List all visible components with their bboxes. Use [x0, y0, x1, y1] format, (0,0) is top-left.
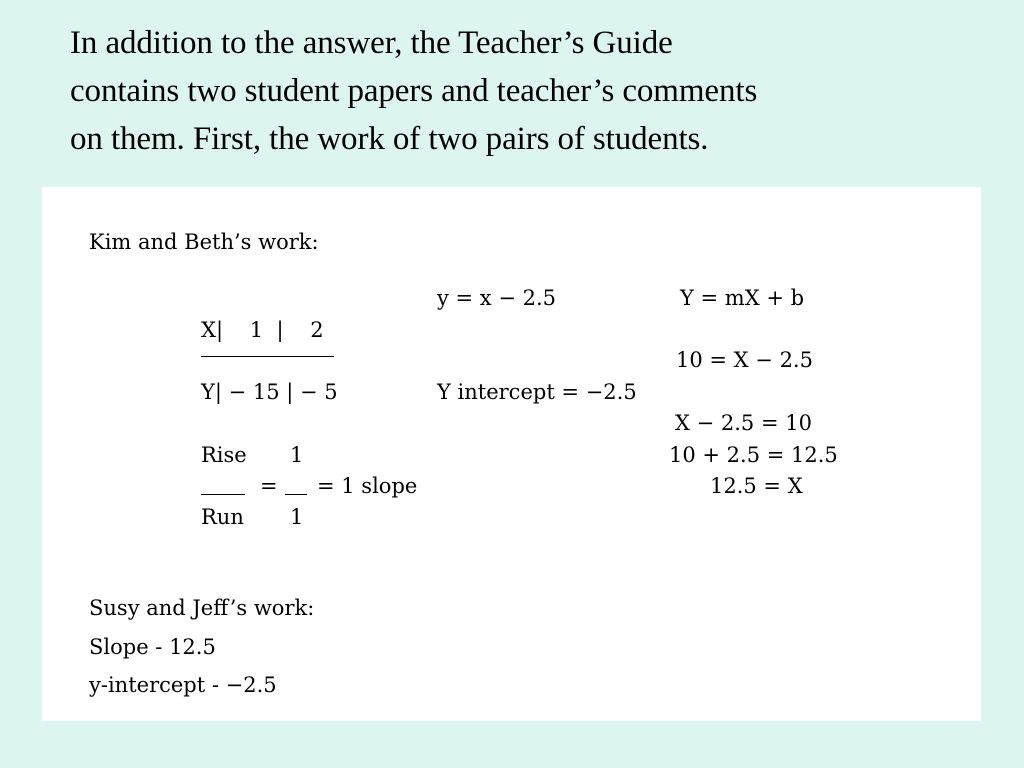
susy-jeff-heading: Susy and Jeff’s work: [89, 596, 315, 620]
susy-jeff-slope: Slope - 12.5 [89, 635, 216, 659]
rise-value: 1 [290, 443, 304, 467]
slope-intercept-form: Y = mX + b [680, 286, 805, 310]
y-intercept-statement: Y intercept = −2.5 [437, 380, 637, 404]
run-label: Run [201, 505, 244, 529]
intro-line-1: In addition to the answer, the Teacher’s Guide [70, 25, 673, 61]
susy-jeff-intercept: y-intercept - −2.5 [89, 673, 277, 697]
rise-run-fraction-bar [201, 494, 245, 495]
value-fraction-bar [285, 494, 307, 495]
table-x-row: X| 1 | 2 [201, 318, 324, 342]
table-y-row: Y| − 15 | − 5 [201, 380, 338, 404]
slope-equals-sign: = [260, 474, 278, 498]
solution-line-4: 12.5 = X [710, 474, 803, 498]
table-divider [201, 356, 334, 357]
rise-label: Rise [201, 443, 247, 467]
run-value: 1 [290, 505, 304, 529]
student-work-panel [42, 187, 981, 721]
kim-beth-heading: Kim and Beth’s work: [89, 230, 319, 254]
solution-line-2: X − 2.5 = 10 [675, 411, 812, 435]
solution-line-3: 10 + 2.5 = 12.5 [669, 443, 838, 467]
intro-line-3: on them. First, the work of two pairs of students. [70, 121, 709, 157]
slope-result: = 1 slope [317, 474, 418, 498]
intro-text [70, 19, 970, 163]
line-equation: y = x − 2.5 [437, 286, 556, 310]
intro-line-2: contains two student papers and teacher’s comments [70, 73, 758, 109]
solution-line-1: 10 = X − 2.5 [676, 348, 813, 372]
